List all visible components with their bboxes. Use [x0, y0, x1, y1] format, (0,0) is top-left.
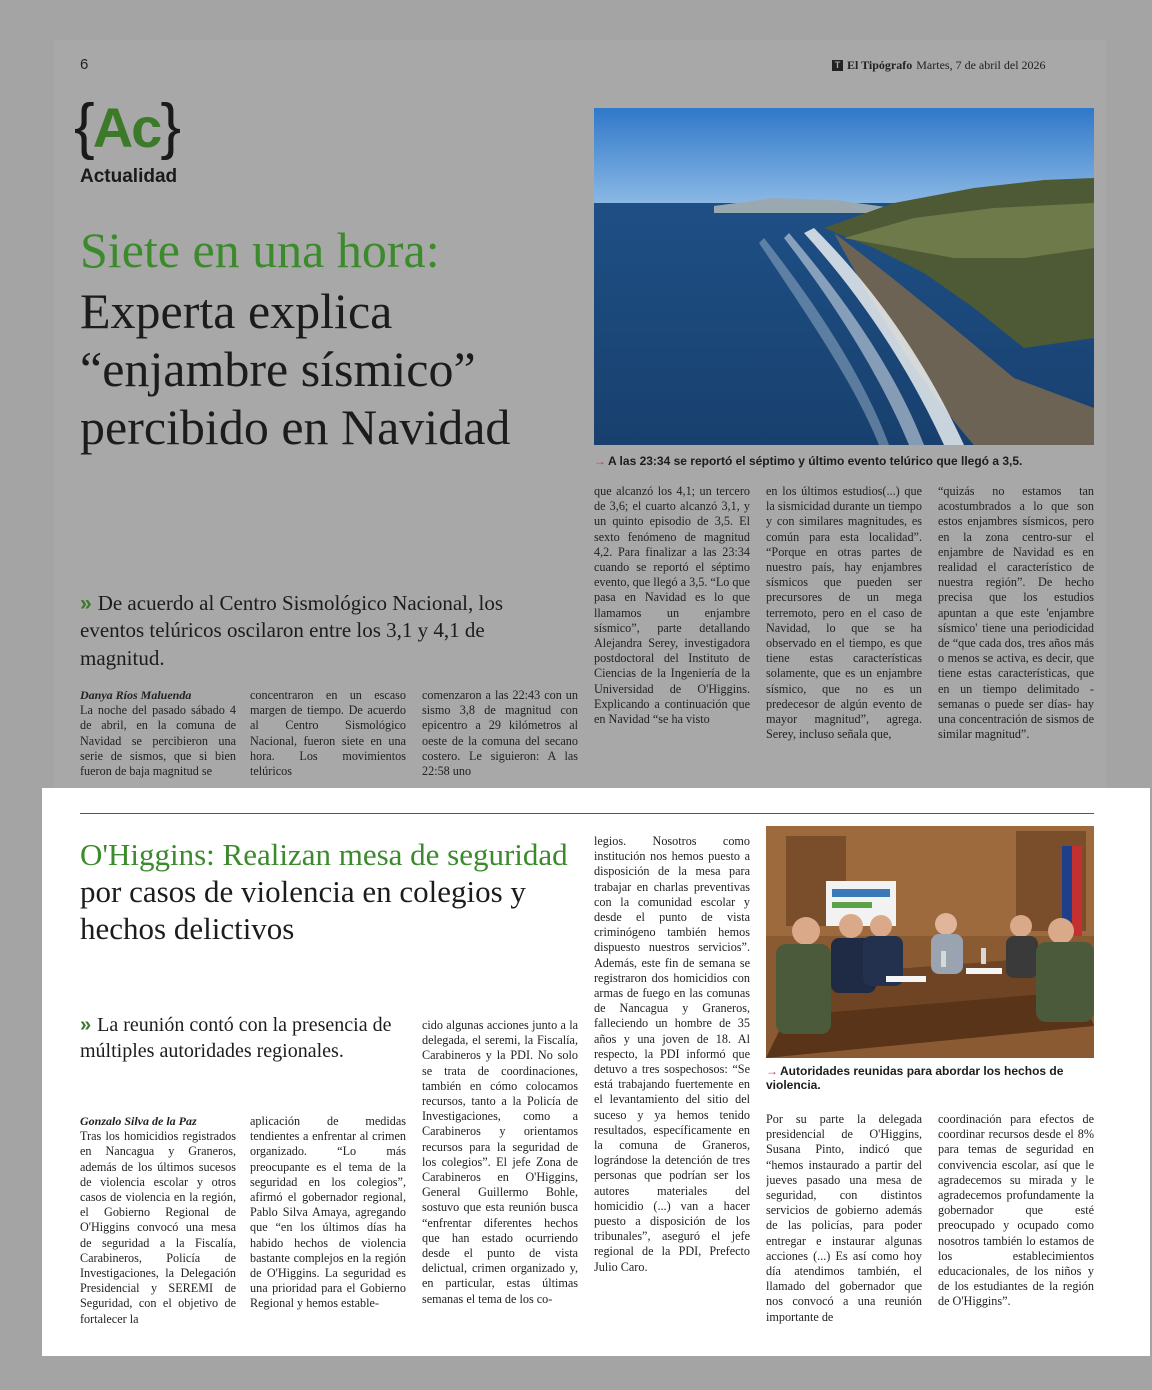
article1-column-5 [766, 484, 922, 784]
article-divider [80, 813, 1094, 814]
article1-column-4 [594, 484, 750, 784]
article1-col3-text: comenzaron a las 22:43 con un sismo 3,8 de magnitud con epicentro a 29 kilómetros al oeste de la comuna del secano costero. Le siguieron: A las 22:58 uno [422, 688, 578, 779]
section-name: Actualidad [80, 166, 178, 187]
article2-column-1 [80, 1114, 236, 1334]
article2-column-6 [938, 1112, 1094, 1334]
article1-lead-text: De acuerdo al Centro Sismológico Nacional, los eventos telúricos oscilaron entre los 3,1 y 4,1 de magnitud. [80, 591, 504, 670]
article1-column-3 [422, 688, 578, 784]
article2-col2-text: aplicación de medidas tendientes a enfrentar al crimen organizado. “Lo más preocupante es el tema de la seguridad en los colegios”, afirmó el gobernador regional, Pablo Silva Amaya, agregando que “en los últimos días ha habido hechos de violencia bastante complejos en la región de O'Higgins. La seguridad es una prioridad para el Gobierno Regional y hemos estable- [250, 1114, 406, 1311]
article2-col5-text: Por su parte la delegada presidencial de O'Higgins, Susana Pinto, indicó que “hemos instaurado a partir del jueves pasado una mesa de seguridad, con distintos servicios de gobierno además de las policías, para poder entregar e instaurar algunas acciones (...) Es así como hoy día atendimos también, el llamado del gobernador que nos convocó a una reunión importante de [766, 1112, 922, 1324]
coastline-illustration [594, 108, 1094, 445]
article1-col6-text: “quizás no estamos tan acostumbrados a lo que son estos enjambres sísmicos, pero en la zona centro-sur el enjambre de Navidad es en realidad el característico de nuestra región”. De hecho precisa que los estudios apuntan a que este 'enjambre sísmico' tiene una periodicidad de “que cada dos, tres años más o menos se activa, es decir, que tiene estas características, que en un tiempo delimitado -semanas o puede ser días- hay una concentración de sismos de similar magnitud”. [938, 484, 1094, 742]
newspaper-name: El Tipógrafo [847, 58, 913, 72]
article1-headline: Experta explica “enjambre sísmico” percibido en Navidad [80, 283, 511, 455]
article2-col1-text: Tras los homicidios registrados en Nancagua y Graneros, además de los últimos sucesos de violencia escolar y otros casos de violencia en la región, el Gobierno Regional de O'Higgins convocó una mesa de seguridad a la Fiscalía, Carabineros, Policía de Investigaciones, la Delegación Presidencial y SEREMI de Seguridad, con el objetivo de fortalecer la [80, 1129, 236, 1326]
section-code: Ac [92, 96, 161, 159]
article1-headline-green: Siete en una hora: [80, 222, 440, 278]
meeting-illustration [766, 826, 1094, 1058]
article1-author: Danya Ríos Maluenda [80, 688, 192, 702]
masthead [832, 58, 1046, 73]
article2-photo-caption [766, 1064, 1096, 1092]
article1-column-2 [250, 688, 406, 784]
article2-headline [80, 836, 570, 948]
article2-headline-green: O'Higgins: Realizan mesa de seguridad [80, 837, 568, 872]
article2-lead-text: La reunión contó con la presencia de múltiples autoridades regionales. [80, 1014, 392, 1062]
caption-arrow-icon: → [594, 454, 606, 468]
article2-col4-text: legios. Nosotros como institución nos hemos puesto a disposición de la mesa para trabajar en charlas preventivas con la comunidad escolar y desde el punto de vista criminógeno también hemos dispuesto nuestros servicios”. Además, este fin de semana se registraron dos homicidios con armas de fuego en las comunas de Nancagua y Graneros, falleciendo un hombre de 35 años y una joven de 18. Al respecto, la PDI informó que detuvo a tres sospechosos: “Se está trabajando fuertemente en el levantamiento del sitio del suceso y ya hemos tenido resultados, específicamente en la comuna de Graneros, lográndose la detención de tres personas que podrían ser los autores materiales del homicidio (...) van a hacer puesto a disposición de los tribunales”, aseguró el jefe regional de la PDI, Prefecto Julio Caro. [594, 834, 750, 1274]
caption-arrow-icon: → [766, 1064, 778, 1078]
coastline-photo [594, 108, 1094, 445]
article1-caption-text: A las 23:34 se reportó el séptimo y último evento telúrico que llegó a 3,5. [608, 454, 1023, 468]
article2-lead [80, 1012, 410, 1064]
article1-col5-text: en los últimos estudios(...) que la sismicidad durante un tiempo y con similares magnitudes, es común para esta localidad”. “Porque en otras partes de nuestro país, hay enjambres sísmicos que pueden ser precursores de un mega terremoto, pero en el caso de Navidad, lo que se ha observado en el tiempo, es que tiene estas características solamente, que es un enjambre sísmico, que no es un predecesor de algún evento de mayor magnitud”, agrega. Serey, incluso señala que, [766, 484, 922, 742]
article1-column-1 [80, 688, 236, 784]
issue-date: Martes, 7 de abril del 2026 [916, 58, 1046, 72]
lead-chevron-icon: » [80, 1014, 92, 1036]
article2-column-3 [422, 1018, 578, 1334]
article2-author: Gonzalo Silva de la Paz [80, 1114, 197, 1128]
article1-column-6 [938, 484, 1094, 784]
article1-col1-text: La noche del pasado sábado 4 de abril, en la comuna de Navidad se percibieron una serie de sismos, que si bien fueron de baja magnitud se [80, 703, 236, 779]
article2-col6-text: coordinación para efectos de coordinar recursos desde el 8% para temas de seguridad en convivencia escolar, así que le agradecemos su mirada y le agradecemos profundamente la gobernador que esté preocupado y ocupado como nosotros también lo estamos de los establecimientos educacionales, de los niños y de los estudiantes de la región de O'Higgins”. [938, 1112, 1094, 1309]
article2-column-4 [594, 834, 750, 1334]
article1-col2-text: concentraron en un escaso margen de tiempo. De acuerdo al Centro Sismológico Nacional, fueron siete en una hora. Los movimientos telúricos [250, 688, 406, 779]
article2-headline-black: por casos de violencia en colegios y hechos delictivos [80, 874, 526, 947]
article2-col3-text: cido algunas acciones junto a la delegada, el seremi, la Fiscalía, Carabineros y la PDI. No solo se trata de coordinaciones, también en cómo colocamos recursos, tanto a la Policía de Investigaciones, como a Carabineros y orientamos recursos para la seguridad de los colegios”. El jefe Zona de Carabineros en O'Higgins, General Guillermo Bohle, sostuvo que esta reunión busca “enfrentar diferentes hechos que han estado ocurriendo desde el punto de vista delictual, crimen organizado y, en particular, estas últimas semanas el tema de los co- [422, 1018, 578, 1306]
page-number: 6 [80, 56, 89, 73]
article2-column-5 [766, 1112, 922, 1334]
article2-caption-text: Autoridades reunidas para abordar los hechos de violencia. [766, 1064, 1064, 1092]
article1-col4-text: que alcanzó los 4,1; un tercero de 3,6; el cuarto alcanzó 3,1, y un quinto episodio de 3,5. El sexto fenómeno de magnitud 4,2. Para finalizar a las 23:34 cuando se reportó el séptimo evento, que llegó a 3,5. “Lo que pasa en Navidad es lo que llamamos un enjambre sísmico”, parte detallando Alejandra Serey, investigadora postdoctoral del Instituto de Ciencias de la Ingeniería de la Universidad de O'Higgins. Explicando a continuación que en Navidad “se ha visto [594, 484, 750, 727]
article2-column-2 [250, 1114, 406, 1334]
meeting-photo [766, 826, 1094, 1058]
article1-photo-caption [594, 454, 1094, 468]
article1-lead [80, 590, 550, 672]
lead-chevron-icon: » [80, 592, 92, 615]
section-logo: {Ac} [74, 92, 180, 161]
newspaper-logo-icon: T [832, 60, 843, 71]
